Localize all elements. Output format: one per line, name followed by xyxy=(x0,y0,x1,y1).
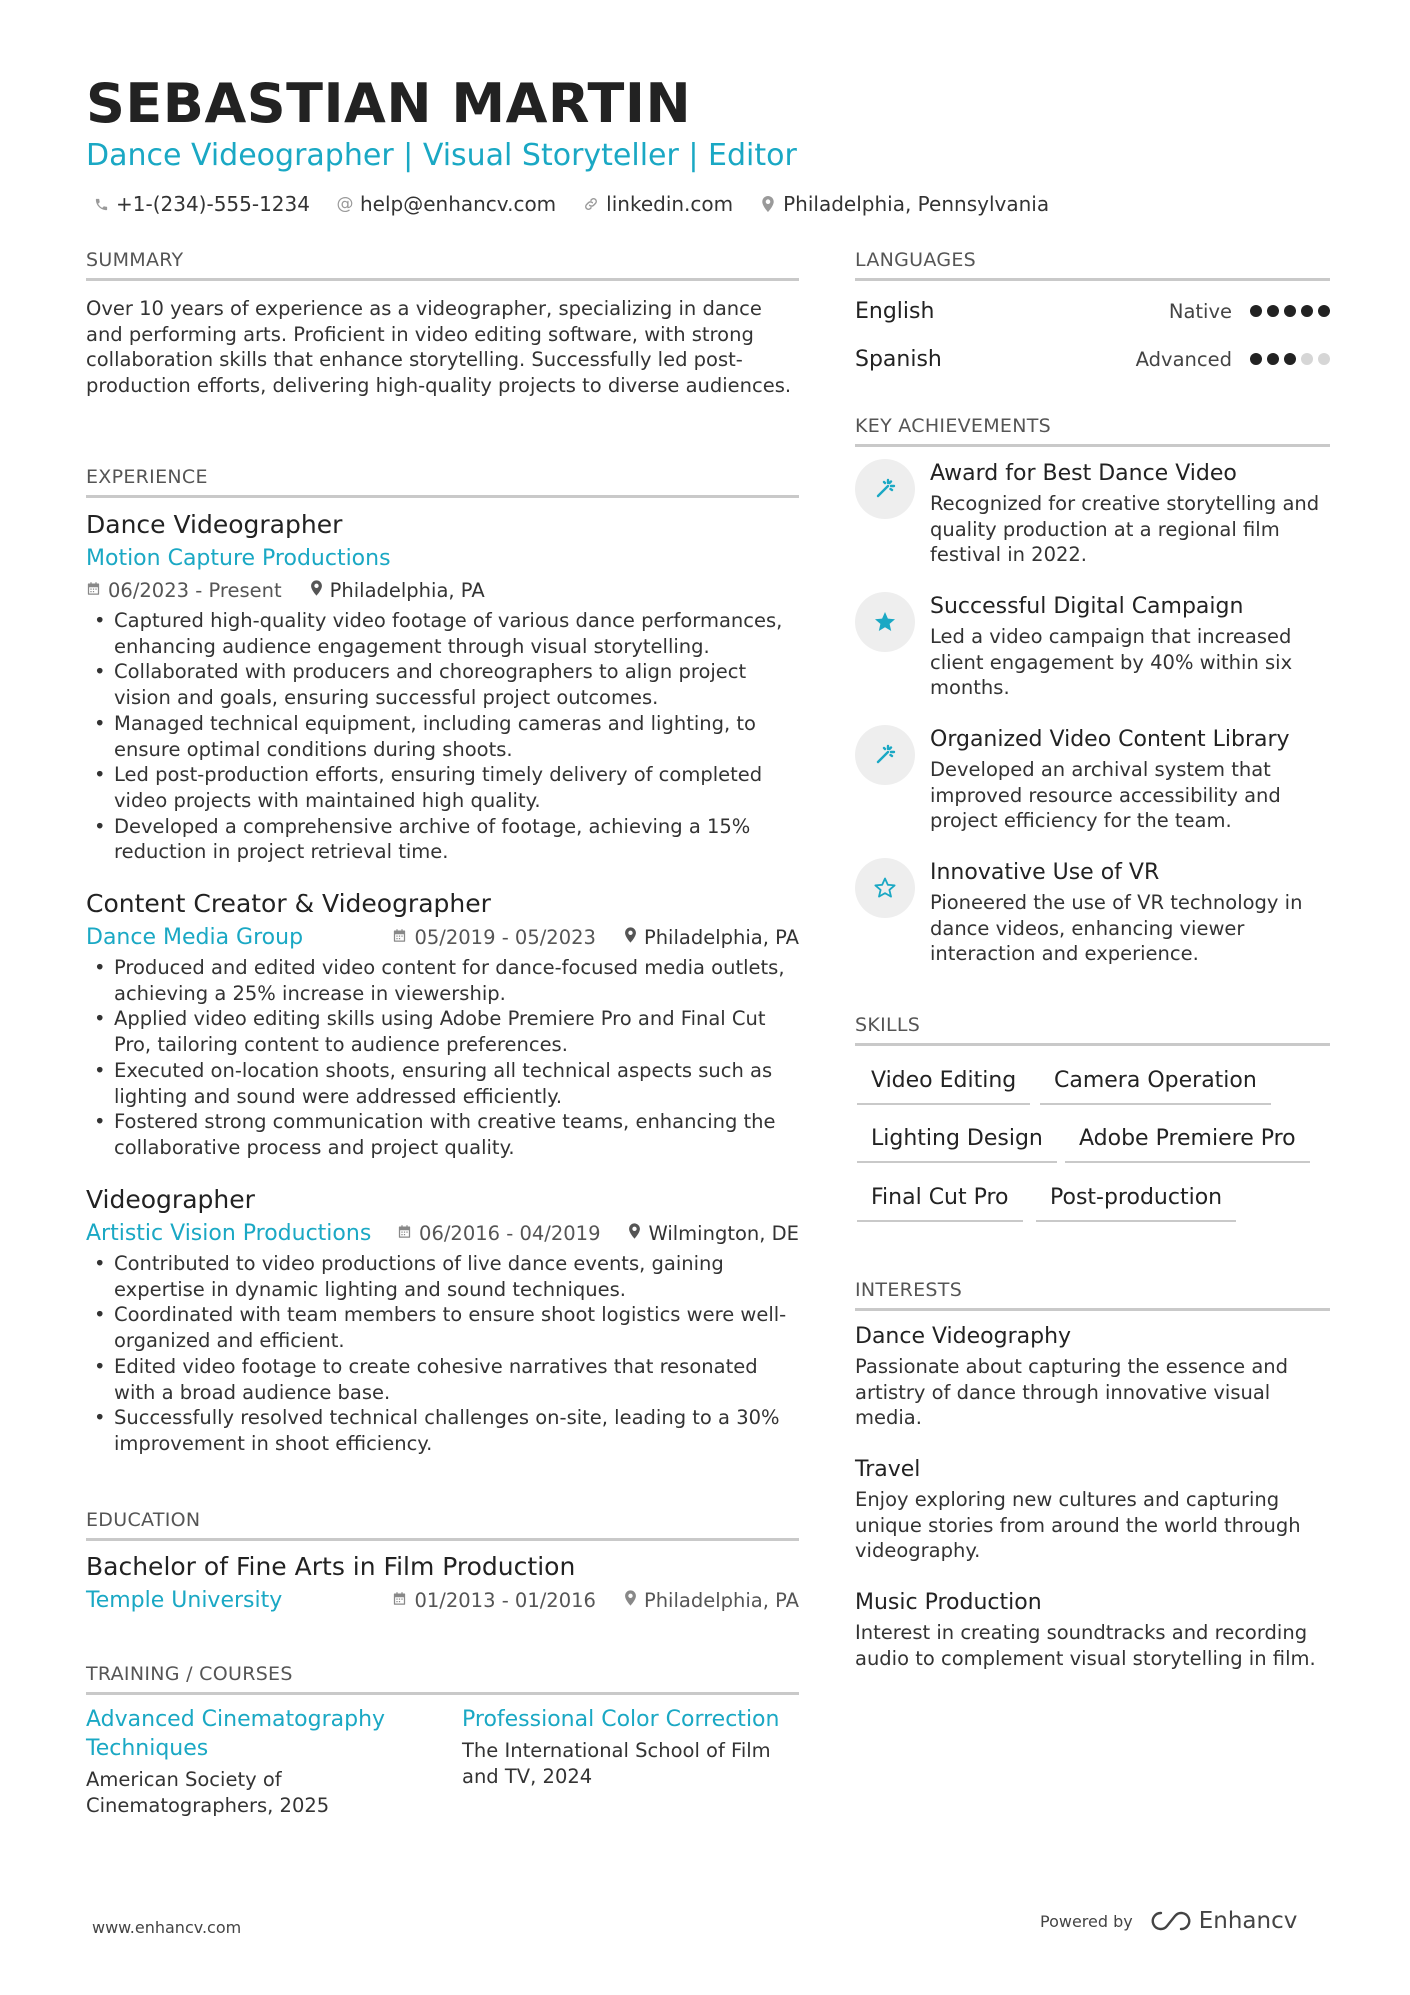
powered-by-label: Powered by xyxy=(1040,1911,1133,1931)
job-location xyxy=(628,1219,799,1249)
candidate-name: SEBASTIAN MARTIN xyxy=(86,72,692,135)
job-meta xyxy=(86,1219,799,1249)
achievement-title: Innovative Use of VR xyxy=(930,860,1160,885)
map-pin-icon xyxy=(624,923,637,953)
achievement-title: Organized Video Content Library xyxy=(930,727,1290,752)
brand-logo-icon xyxy=(1149,1909,1193,1933)
location-text: Philadelphia, Pennsylvania xyxy=(783,192,1050,216)
list-item: • Applied video editing skills using Adobe Premiere Pro and Final Cut Pro, tailoring content to audience preferences. xyxy=(86,1006,799,1057)
list-item: • Coordinated with team members to ensure shoot logistics were well-organized and efficient. xyxy=(86,1302,799,1353)
map-pin-icon xyxy=(628,1219,641,1249)
linkedin-text: linkedin.com xyxy=(606,192,734,216)
list-item: • Contributed to video productions of live dance events, gaining expertise in dynamic lighting and sound techniques. xyxy=(86,1251,799,1302)
rating-dot-filled xyxy=(1284,353,1296,365)
rating-dot-filled xyxy=(1250,305,1262,317)
job-dates-text: 05/2019 - 05/2023 xyxy=(414,926,596,949)
footer-website[interactable]: www.enhancv.com xyxy=(92,1918,242,1937)
contact-bar xyxy=(92,189,1049,219)
job-bullets xyxy=(86,608,799,865)
skills-heading: SKILLS xyxy=(855,1013,1330,1046)
interest-item xyxy=(855,1455,1330,1564)
rating-dot-filled xyxy=(1250,353,1262,365)
interests-heading: INTERESTS xyxy=(855,1278,1330,1311)
link-icon xyxy=(582,196,600,212)
education-location xyxy=(624,1586,799,1616)
job-location xyxy=(624,923,799,953)
job-dates xyxy=(86,576,282,606)
job-dates xyxy=(392,923,595,953)
interest-desc: Enjoy exploring new cultures and capturing unique stories from around the world through videography. xyxy=(855,1488,1301,1563)
list-item: • Produced and edited video content for dance-focused media outlets, achieving a 25% increase in viewership. xyxy=(86,955,799,1006)
job-title: Content Creator & Videographer xyxy=(86,889,491,918)
map-pin-icon xyxy=(759,196,777,212)
achievements-heading: KEY ACHIEVEMENTS xyxy=(855,414,1330,447)
job-bullets xyxy=(86,1251,799,1457)
skill-tag: Camera Operation xyxy=(1040,1065,1271,1105)
rating-dot-filled xyxy=(1284,305,1296,317)
achievement-item xyxy=(855,459,1335,568)
rating-dot-filled xyxy=(1301,305,1313,317)
job-location xyxy=(310,576,485,606)
list-item: • Captured high-quality video footage of various dance performances, enhancing audience engagement through visual storytelling. xyxy=(86,608,799,659)
job-dates xyxy=(397,1219,600,1249)
rating-dot-filled xyxy=(1318,305,1330,317)
contact-email[interactable] xyxy=(336,189,556,219)
map-pin-icon xyxy=(624,1586,637,1616)
skill-tag: Post-production xyxy=(1036,1182,1236,1222)
achievement-desc: Recognized for creative storytelling and quality production at a regional film festival in 2022. xyxy=(930,492,1320,567)
summary-heading: SUMMARY xyxy=(86,248,799,281)
company-name: Motion Capture Productions xyxy=(86,546,391,571)
language-name: Spanish xyxy=(855,346,942,372)
contact-location xyxy=(759,189,1049,219)
brand-name: Enhancv xyxy=(1198,1908,1298,1934)
phone-text: +1-(234)-555-1234 xyxy=(116,192,310,216)
brand-logo[interactable] xyxy=(1149,1908,1298,1934)
job-dates-text: 06/2023 - Present xyxy=(108,579,282,602)
job-location-text: Philadelphia, PA xyxy=(643,926,799,949)
calendar-icon xyxy=(392,1586,407,1616)
list-item: • Developed a comprehensive archive of footage, achieving a 15% reduction in project retrieval time. xyxy=(86,814,799,865)
degree-title: Bachelor of Fine Arts in Film Production xyxy=(86,1552,576,1581)
language-name: English xyxy=(855,298,935,324)
summary-text: Over 10 years of experience as a videographer, specializing in dance and performing arts. Proficient in video editing software, with strong collaboration skills that enhance storytelling. Successfully led post-production efforts, delivering high-quality projects to diverse audiences. xyxy=(86,297,792,398)
interest-desc: Passionate about capturing the essence and artistry of dance through innovative visual media. xyxy=(855,1355,1289,1430)
experience-item xyxy=(86,887,799,1161)
list-item: • Edited video footage to create cohesive narratives that resonated with a broad audience base. xyxy=(86,1354,799,1405)
job-dates-text: 06/2016 - 04/2019 xyxy=(419,1222,601,1245)
job-location-text: Philadelphia, PA xyxy=(329,579,485,602)
interest-title: Travel xyxy=(855,1457,921,1482)
at-sign-icon: @ xyxy=(336,194,354,214)
calendar-icon xyxy=(397,1219,412,1249)
contact-phone xyxy=(92,189,310,219)
phone-icon xyxy=(92,197,110,212)
experience-item xyxy=(86,1183,799,1457)
course-item xyxy=(86,1705,416,1818)
magic-wand-icon xyxy=(855,725,915,785)
list-item: • Managed technical equipment, including cameras and lighting, to ensure optimal conditions during shoots. xyxy=(86,711,799,762)
list-item: • Fostered strong communication with creative teams, enhancing the collaborative process and project quality. xyxy=(86,1109,799,1160)
languages-list xyxy=(855,287,1330,383)
calendar-icon xyxy=(86,576,101,606)
footer-brand xyxy=(1040,1908,1297,1934)
rating-dot-empty xyxy=(1301,353,1313,365)
interest-desc: Interest in creating soundtracks and recording audio to complement visual storytelling in film. xyxy=(855,1621,1316,1670)
interest-item xyxy=(855,1588,1330,1671)
rating-dot-filled xyxy=(1267,353,1279,365)
rating-dot-filled xyxy=(1267,305,1279,317)
interest-title: Dance Videography xyxy=(855,1324,1072,1349)
education-location-text: Philadelphia, PA xyxy=(643,1589,799,1612)
achievement-desc: Pioneered the use of VR technology in dance videos, enhancing viewer interaction and experience. xyxy=(930,891,1303,966)
school-name: Temple University xyxy=(86,1588,283,1613)
education-dates xyxy=(392,1586,595,1616)
magic-wand-icon xyxy=(855,459,915,519)
star-outline-icon xyxy=(855,858,915,918)
skill-tag: Adobe Premiere Pro xyxy=(1065,1123,1310,1163)
company-name: Artistic Vision Productions xyxy=(86,1221,372,1246)
map-pin-icon xyxy=(310,576,323,606)
course-org: The International School of Film and TV, 2024 xyxy=(462,1739,771,1788)
achievement-item xyxy=(855,858,1335,967)
education-meta xyxy=(86,1586,799,1616)
course-title: Professional Color Correction xyxy=(462,1707,780,1732)
candidate-tagline: Dance Videographer | Visual Storyteller | Editor xyxy=(86,138,797,173)
achievement-desc: Led a video campaign that increased client engagement by 40% within six months. xyxy=(930,625,1293,700)
achievement-desc: Developed an archival system that improved resource accessibility and project efficiency for the team. xyxy=(930,758,1281,833)
experience-heading: EXPERIENCE xyxy=(86,465,799,498)
company-name: Dance Media Group xyxy=(86,925,304,950)
course-title: Advanced Cinematography Techniques xyxy=(86,1707,386,1761)
achievement-item xyxy=(855,725,1335,834)
job-meta xyxy=(86,576,799,606)
job-bullets xyxy=(86,955,799,1161)
course-org: American Society of Cinematographers, 2025 xyxy=(86,1768,330,1817)
achievement-item xyxy=(855,592,1335,701)
experience-item xyxy=(86,508,799,865)
email-text: help@enhancv.com xyxy=(359,192,557,216)
language-item xyxy=(855,287,1330,335)
calendar-icon xyxy=(392,923,407,953)
skill-tag: Video Editing xyxy=(857,1065,1030,1105)
skill-tag: Lighting Design xyxy=(857,1123,1057,1163)
course-item xyxy=(462,1705,799,1789)
job-title: Dance Videographer xyxy=(86,510,343,539)
language-level: Advanced xyxy=(1135,347,1232,371)
education-item xyxy=(86,1550,799,1616)
job-title: Videographer xyxy=(86,1185,255,1214)
language-rating xyxy=(1250,353,1330,365)
list-item: • Led post-production efforts, ensuring timely delivery of completed video projects with maintained high quality. xyxy=(86,762,799,813)
contact-linkedin[interactable] xyxy=(582,189,733,219)
interest-title: Music Production xyxy=(855,1590,1042,1615)
list-item: • Collaborated with producers and choreographers to align project vision and goals, ensuring successful project outcomes. xyxy=(86,659,799,710)
training-heading: TRAINING / COURSES xyxy=(86,1662,799,1695)
education-dates-text: 01/2013 - 01/2016 xyxy=(414,1589,596,1612)
star-filled-icon xyxy=(855,592,915,652)
language-item xyxy=(855,335,1330,383)
list-item: • Successfully resolved technical challenges on-site, leading to a 30% improvement in shoot efficiency. xyxy=(86,1405,799,1456)
job-location-text: Wilmington, DE xyxy=(648,1222,799,1245)
skill-tag: Final Cut Pro xyxy=(857,1182,1023,1222)
achievement-title: Award for Best Dance Video xyxy=(930,461,1237,486)
interest-item xyxy=(855,1322,1330,1431)
job-meta xyxy=(86,923,799,953)
languages-heading: LANGUAGES xyxy=(855,248,1330,281)
language-level: Native xyxy=(1168,299,1232,323)
achievement-title: Successful Digital Campaign xyxy=(930,594,1244,619)
list-item: • Executed on-location shoots, ensuring all technical aspects such as lighting and sound were addressed efficiently. xyxy=(86,1058,799,1109)
rating-dot-empty xyxy=(1318,353,1330,365)
education-heading: EDUCATION xyxy=(86,1508,799,1541)
language-rating xyxy=(1250,305,1330,317)
